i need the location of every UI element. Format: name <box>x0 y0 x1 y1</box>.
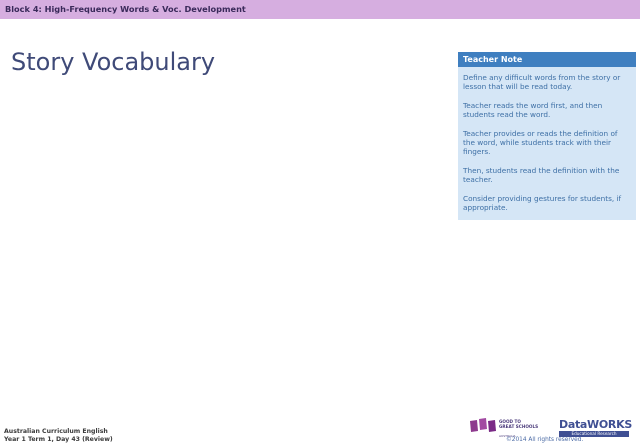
teacher-note-paragraph: Define any difficult words from the story or lesson that will be read today. <box>463 73 621 92</box>
logo-flag-2 <box>479 418 487 430</box>
course-info <box>4 428 113 444</box>
teacher-note-paragraph: Then, students read the definition with the teacher. <box>463 165 620 185</box>
gtbs-line-2: GREAT SCHOOLS <box>499 423 539 429</box>
course-day: Year 1 Term 1, Day 43 (Review) <box>4 436 113 443</box>
teacher-note-paragraph: Consider providing gestures for students, if appropriate. <box>463 193 622 213</box>
teacher-note-heading: Teacher Note <box>458 52 636 67</box>
teacher-note-paragraph: Teacher reads the word first, and then students read the word. <box>463 100 603 120</box>
gtbs-line-1: GOOD TO <box>499 419 521 424</box>
dataworks-tagline: Educational Research <box>559 431 629 437</box>
logo-flag-3 <box>488 420 496 432</box>
teacher-note-panel <box>458 52 636 220</box>
course-name: Australian Curriculum English <box>4 428 108 435</box>
teacher-note-paragraph: Teacher provides or reads the definition of the word, while students track with their fingers. <box>463 128 618 157</box>
logo-flag-1 <box>470 420 478 432</box>
header-bar <box>0 0 640 19</box>
gtbs-country: AUSTRALIA <box>499 434 516 438</box>
dataworks-logo: DataWORKS <box>559 418 632 431</box>
gtbs-wordmark <box>499 420 538 429</box>
teacher-note-body <box>458 67 636 212</box>
slide-title: Story Vocabulary <box>11 48 216 76</box>
copyright-notice: ©2014 All rights reserved. <box>506 437 584 443</box>
block-title: Block 4: High-Frequency Words & Voc. Development <box>5 4 246 14</box>
